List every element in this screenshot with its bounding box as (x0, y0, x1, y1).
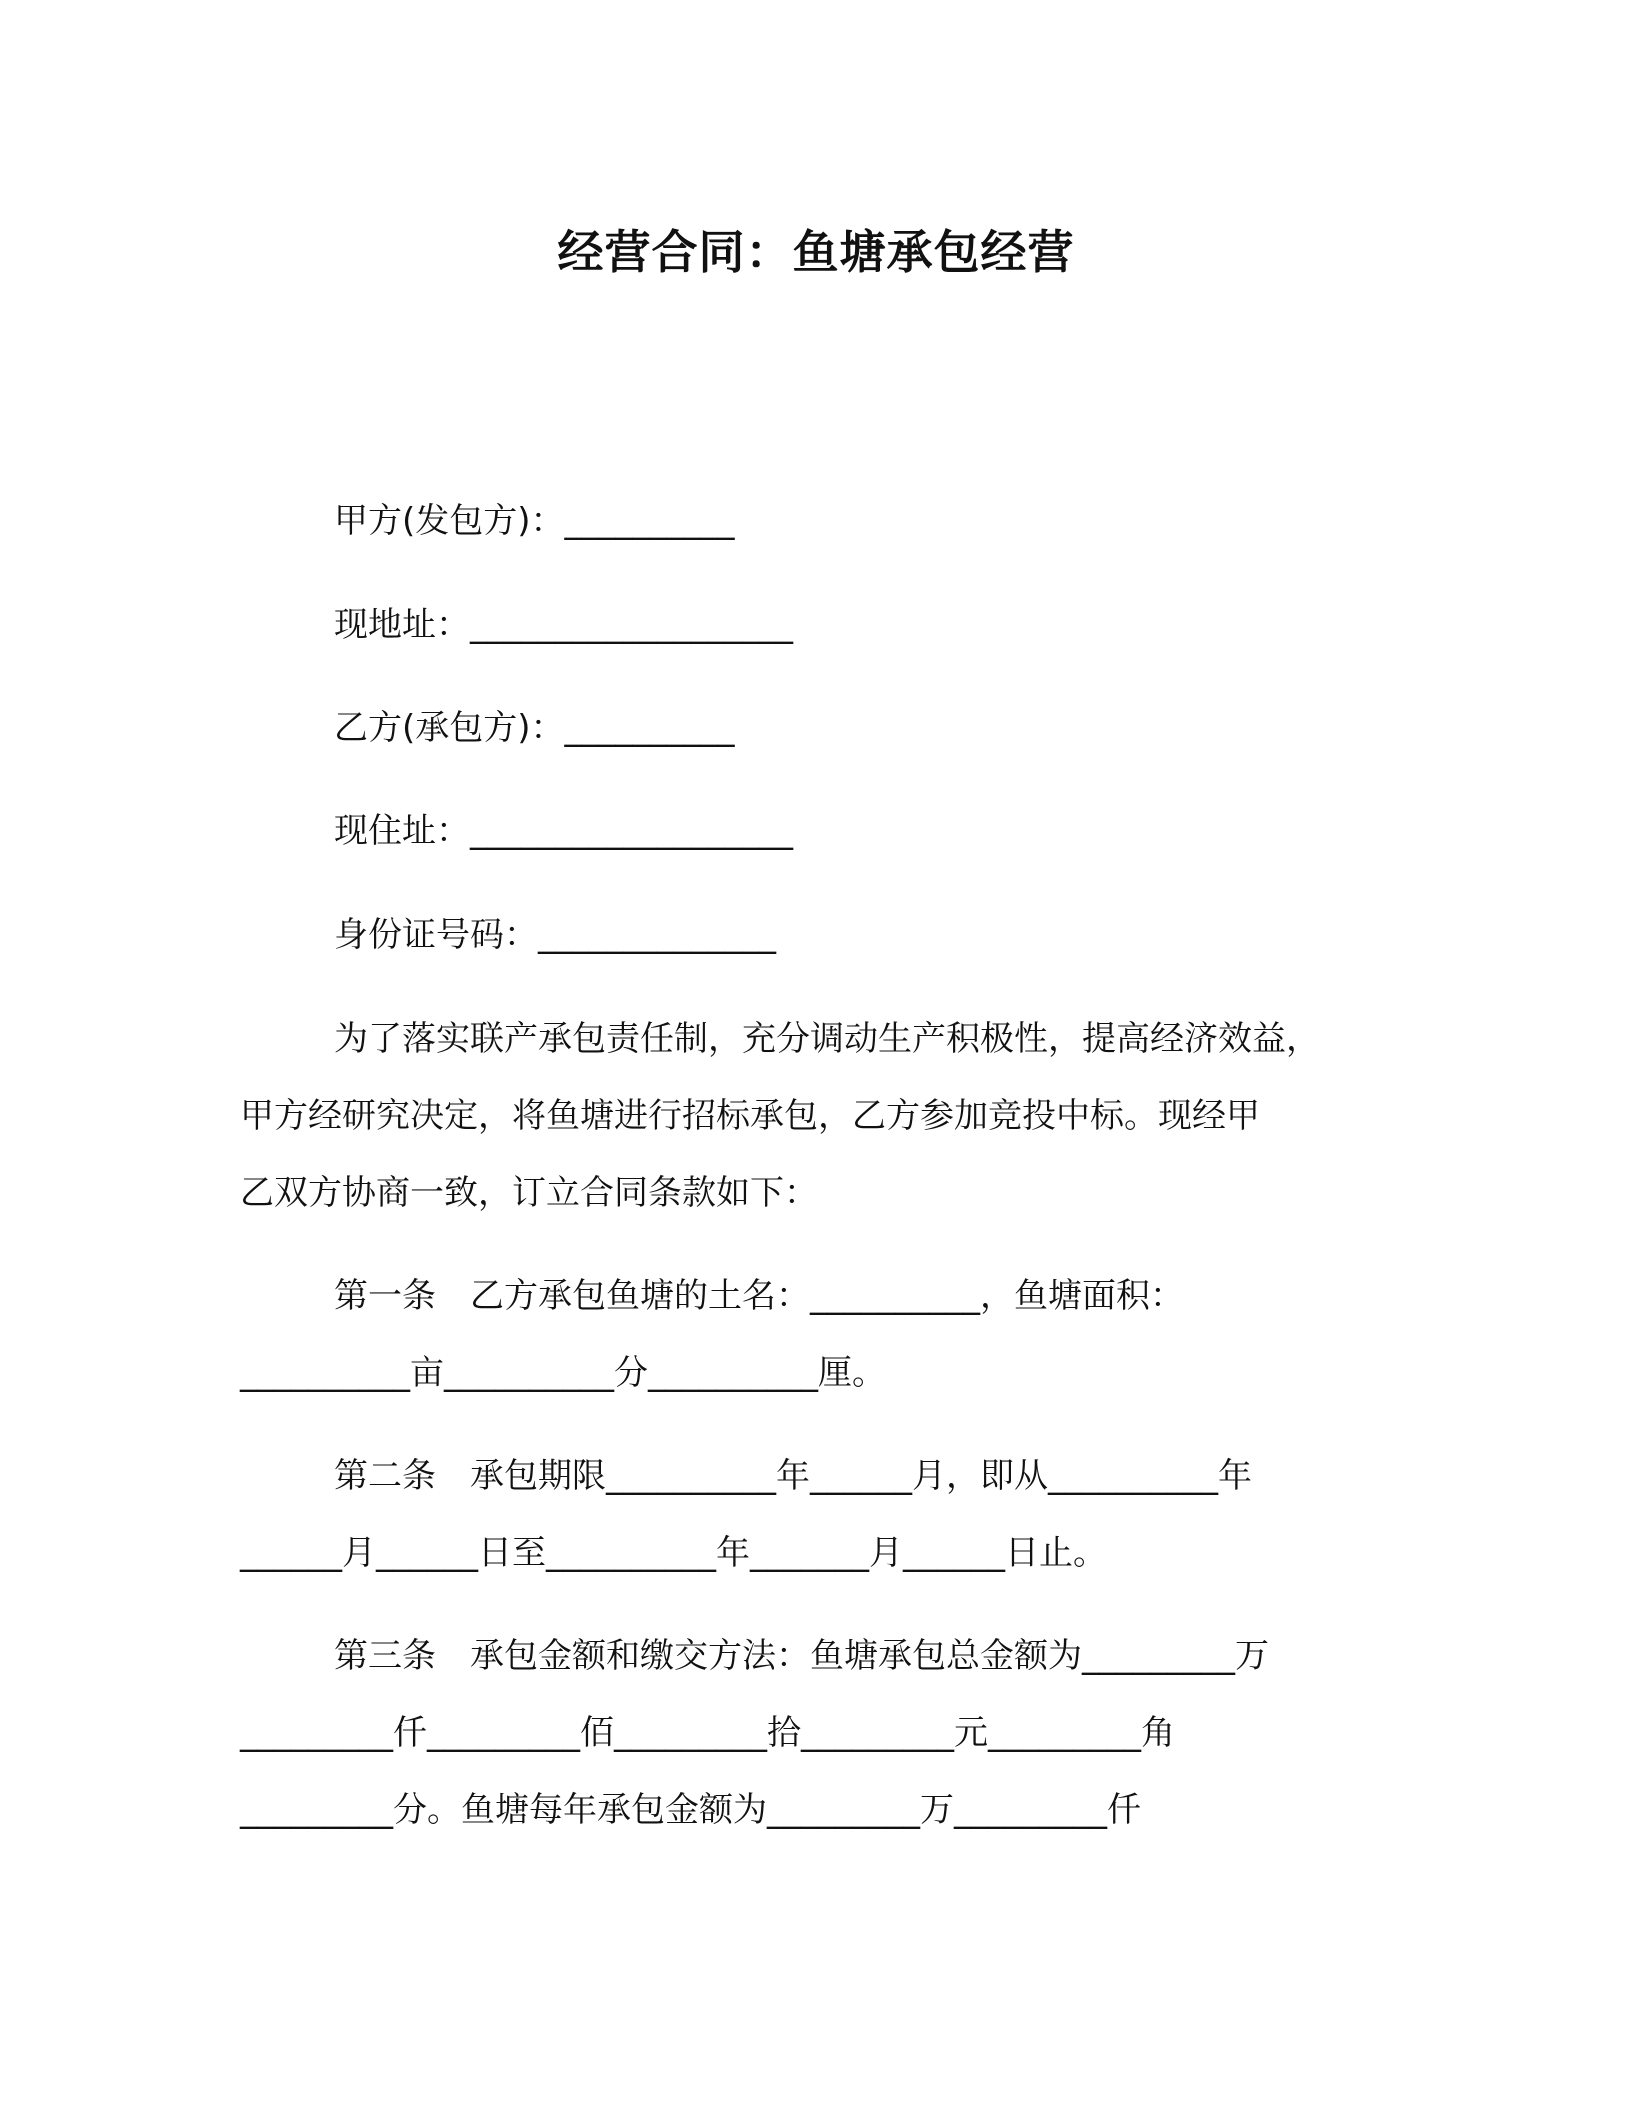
document-title: 经营合同：鱼塘承包经营 (557, 225, 1075, 279)
address-a-field: 现地址：___________________ (334, 605, 793, 645)
article-3-line: _________分。鱼塘每年承包金额为_________万_________仟 (240, 1790, 1141, 1830)
article-2-line: 第二条 承包期限__________年______月，即从__________年 (334, 1456, 1252, 1496)
address-b-field: 现住址：___________________ (334, 811, 793, 851)
article-3-line: _________仟_________佰_________拾_________元_________角 (240, 1713, 1175, 1753)
preamble-line: 乙双方协商一致，订立合同条款如下： (240, 1173, 818, 1213)
party-b-field: 乙方(承包方)：__________ (334, 708, 735, 748)
id-number-field: 身份证号码：______________ (334, 915, 776, 955)
article-2-line: ______月______日至__________年_______月______日止。 (240, 1533, 1107, 1573)
party-a-field: 甲方(发包方)：__________ (334, 501, 735, 541)
article-1-line: 第一条 乙方承包鱼塘的土名：__________，鱼塘面积： (334, 1276, 1184, 1316)
preamble-line: 甲方经研究决定，将鱼塘进行招标承包，乙方参加竞投中标。现经甲 (240, 1096, 1260, 1136)
article-3-line: 第三条 承包金额和缴交方法：鱼塘承包总金额为_________万 (334, 1636, 1269, 1676)
preamble-line: 为了落实联产承包责任制，充分调动生产积极性，提高经济效益， (334, 1019, 1320, 1059)
article-1-line: __________亩__________分__________厘。 (240, 1353, 886, 1393)
